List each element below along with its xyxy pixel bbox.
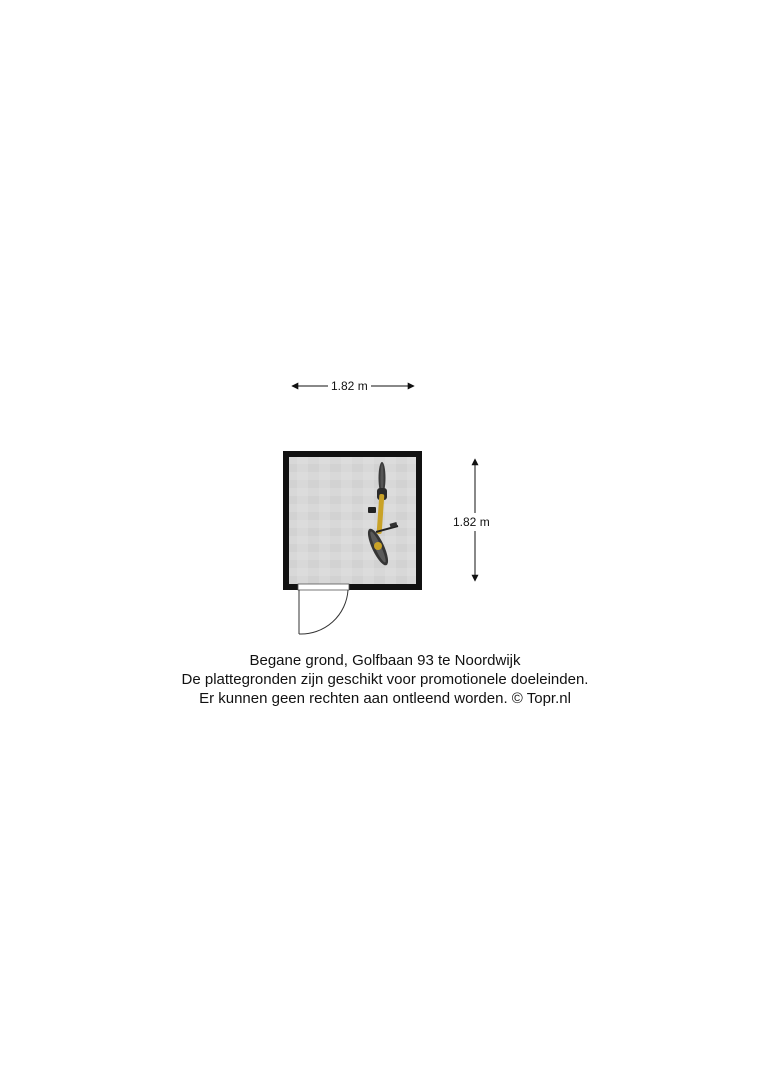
door-swing-icon xyxy=(299,590,348,634)
caption-title: Begane grond, Golfbaan 93 te Noordwijk xyxy=(249,652,521,669)
caption-disclaimer-2: Er kunnen geen rechten aan ontleend worden. © Topr.nl xyxy=(199,690,571,707)
width-dimension-label: 1.82 m xyxy=(328,379,371,393)
wall-bottom-left xyxy=(283,584,298,590)
wall-right xyxy=(416,451,422,590)
wall-top xyxy=(283,451,422,457)
caption-disclaimer-1: De plattegronden zijn geschikt voor promotionele doeleinden. xyxy=(181,671,589,688)
room-floor xyxy=(289,457,416,584)
wall-left xyxy=(283,451,289,590)
storage-room xyxy=(283,451,422,590)
height-dimension-label: 1.82 m xyxy=(453,515,490,529)
wall-bottom-right xyxy=(349,584,422,590)
door-threshold xyxy=(298,584,349,590)
